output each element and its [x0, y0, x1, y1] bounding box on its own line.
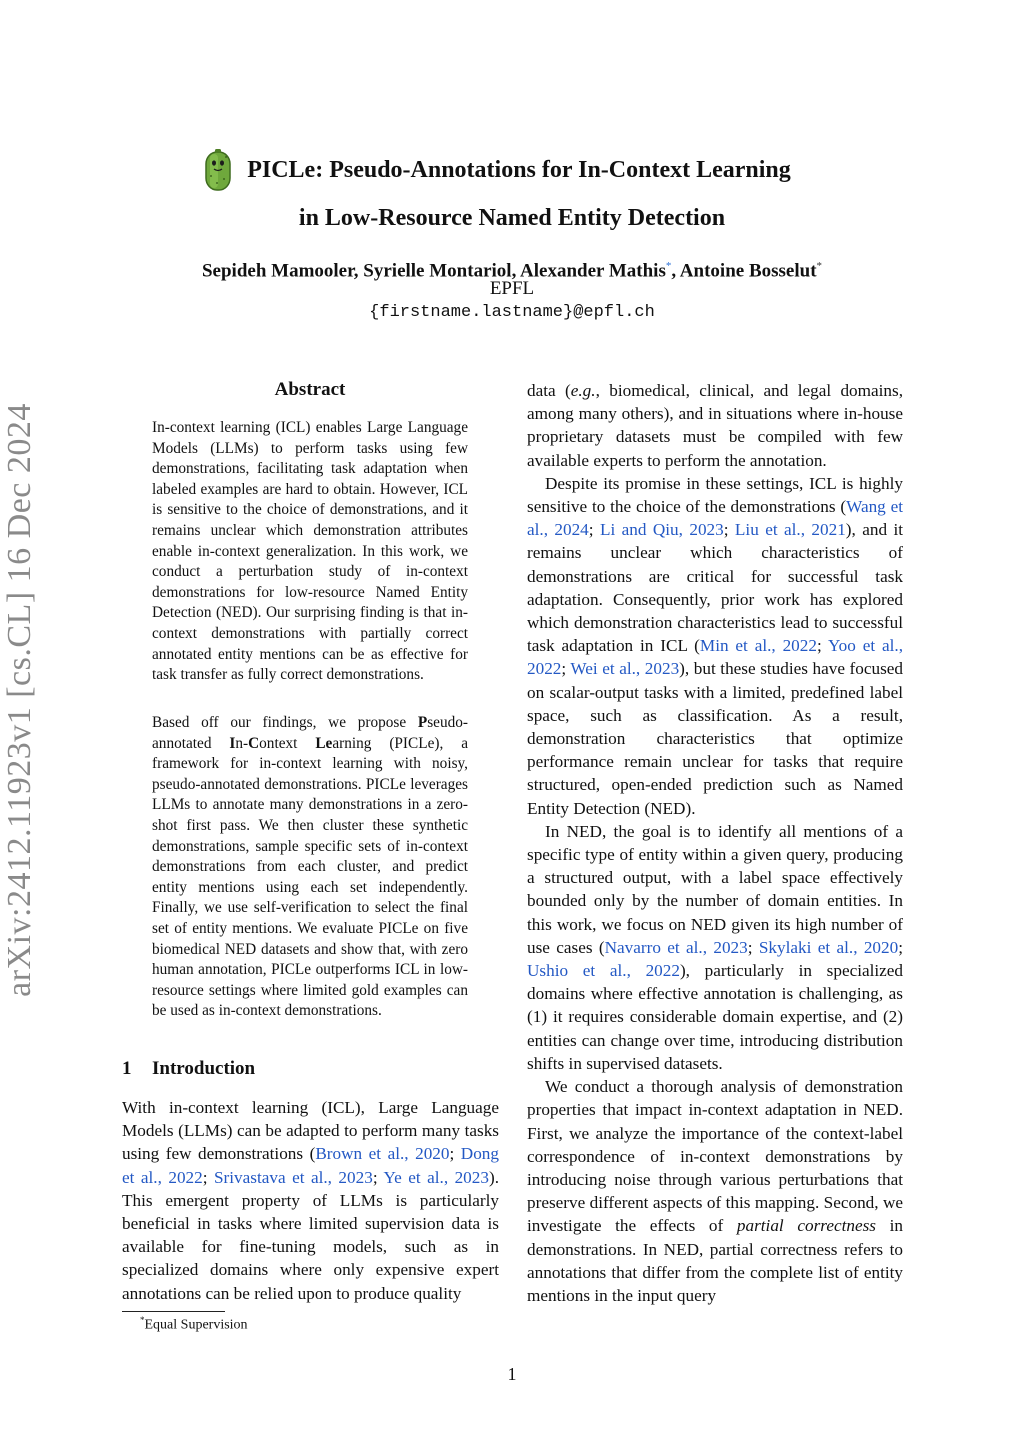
authors-part-2: , Antoine Bosselut [671, 260, 817, 282]
affiliation: EPFL [489, 278, 535, 299]
title-line-2: in Low-Resource Named Entity Detection [298, 205, 726, 231]
citation-link[interactable]: Dong et al., 2022 [122, 1144, 499, 1187]
citation-link[interactable]: Brown et al., 2020 [315, 1144, 450, 1164]
page-number: 1 [507, 1364, 517, 1384]
intro-paragraph-2: Despite its promise in these settings, ICL is highly sensitive to the choice of the demonstrations (Wang et al., 2024; Li and Qiu, 2023; Liu et al., 2021), and it remains unclear which characteristics of demonstrations are critical for successful task adaptation. Consequently, prior work has explored which demonstration characteristics lead to successful task adaptation in ICL (Min et al., 2022; Yoo et al., 2022; Wei et al., 2023), but these studies have focused on scalar-output tasks with a limited, predefined label space, such as classification. As a result, demonstration characteristics that optimize performance remain unclear for tasks that require structured, open-ended prediction such as Named Entity Detection (NED). [527, 473, 903, 818]
intro-right-column [527, 379, 903, 1307]
citation-link[interactable]: Wang et al., 2024 [527, 497, 903, 540]
intro-left-column [122, 1096, 499, 1305]
citation-link[interactable]: Ye et al., 2023 [383, 1167, 489, 1187]
cucumber-logo-icon [203, 148, 233, 192]
citation-link[interactable]: Navarro et al., 2023 [604, 937, 748, 957]
section-heading-introduction: 1 Introduction [122, 1058, 256, 1079]
intro-paragraph-4: We conduct a thorough analysis of demonstration properties that impact in-context adaptation in NED. First, we analyze the importance of the context-label correspondence of in-context demonstrations by introducing noise through various perturbations that preserve different aspects of this mapping. Second, we investigate the effects of partial correctness in demonstrations. In NED, partial correctness refers to annotations that differ from the complete list of entity mentions in the input query [527, 1077, 903, 1305]
title-line-1: PICLe: Pseudo-Annotations for In-Context Learning [247, 156, 791, 183]
footnote-divider [122, 1311, 225, 1312]
arxiv-id-text: arXiv:2412.11923v1 [cs.CL] 16 Dec 2024 [1, 403, 38, 997]
paper-title [0, 148, 1024, 235]
citation-link[interactable]: Ushio et al., 2022 [527, 961, 680, 981]
citation-link[interactable]: Min et al., 2022 [699, 636, 817, 656]
authors-part-1: Sepideh Mamooler, Syrielle Montariol, Alexander Mathis [201, 260, 666, 282]
abstract-paragraph-1: In-context learning (ICL) enables Large Language Models (LLMs) to perform tasks using few demonstrations, facilitating task adaptation when labeled examples are hard to obtain. However, ICL is sensitive to the choice of demonstrations, and it remains unclear which demonstration attributes enable in-context generalization. In this work, we conduct a perturbation study of in-context demonstrations for low-resource Named Entity Detection (NED). Our surprising finding is that in-context demonstrations with partially correct annotated entity mentions can be as effective for task transfer as fully correct demonstrations. [152, 419, 468, 684]
intro-paragraph-3: In NED, the goal is to identify all mentions of a specific type of entity within a given query, producing a structured output, with a label space effectively bounded only by the number of domain entities. In this work, we focus on NED given its high number of use cases (Navarro et al., 2023; Skylaki et al., 2020; Ushio et al., 2022), particularly in specialized domains where effective annotation is challenging, as (1) it requires considerable domain expertise, and (2) entities can change over time, introducing distribution shifts in supervised datasets. [527, 821, 904, 1073]
equal-supervision-mark-2: * [816, 260, 823, 272]
citation-link[interactable]: Skylaki et al., 2020 [758, 937, 899, 957]
citation-link[interactable]: Yoo et al., 2022 [527, 636, 903, 679]
equal-supervision-mark: * [665, 260, 672, 272]
citation-link[interactable]: Wei et al., 2023 [570, 659, 680, 679]
abstract-paragraph-2: Based off our findings, we propose Pseudo-annotated In-Context Learning (PICLe), a framework for in-context learning with noisy, pseudo-annotated demonstrations. PICLe leverages LLMs to annotate many demonstrations in a zero-shot first pass. We then cluster these synthetic demonstrations, sample specific sets of in-context demonstrations from each cluster, and predict entity mentions using each set independently. Finally, we use self-verification to select the final set of entity mentions. We evaluate PICLe on five biomedical NED datasets and show that, with zero human annotation, PICLe outperforms ICL in low-resource settings where limited gold examples can be used as in-context demonstrations. [152, 714, 468, 1020]
author-email: {firstname.lastname}@epfl.ch [369, 303, 655, 322]
citation-link[interactable]: Li and Qiu, 2023 [599, 520, 724, 540]
footnote: *Equal Supervision [140, 1315, 248, 1333]
abstract-heading: Abstract [274, 379, 346, 400]
citation-link[interactable]: Liu et al., 2021 [734, 520, 846, 540]
citation-link[interactable]: Srivastava et al., 2023 [214, 1167, 373, 1187]
intro-paragraph-1: With in-context learning (ICL), Large Language Models (LLMs) can be adapted to perform many tasks using few demonstrations (Brown et al., 2020; Dong et al., 2022; Srivastava et al., 2023; Ye et al., 2023). This emergent property of LLMs is particularly beneficial in tasks where limited supervision data is available for fine-tuning models, such as in specialized domains where only expensive expert annotations can be relied upon to produce quality [122, 1098, 499, 1303]
intro-paragraph-1-cont: data (e.g., biomedical, clinical, and legal domains, among many others), and in situations where in-house proprietary datasets must be compiled with few available experts to perform the annotation. [527, 381, 904, 470]
